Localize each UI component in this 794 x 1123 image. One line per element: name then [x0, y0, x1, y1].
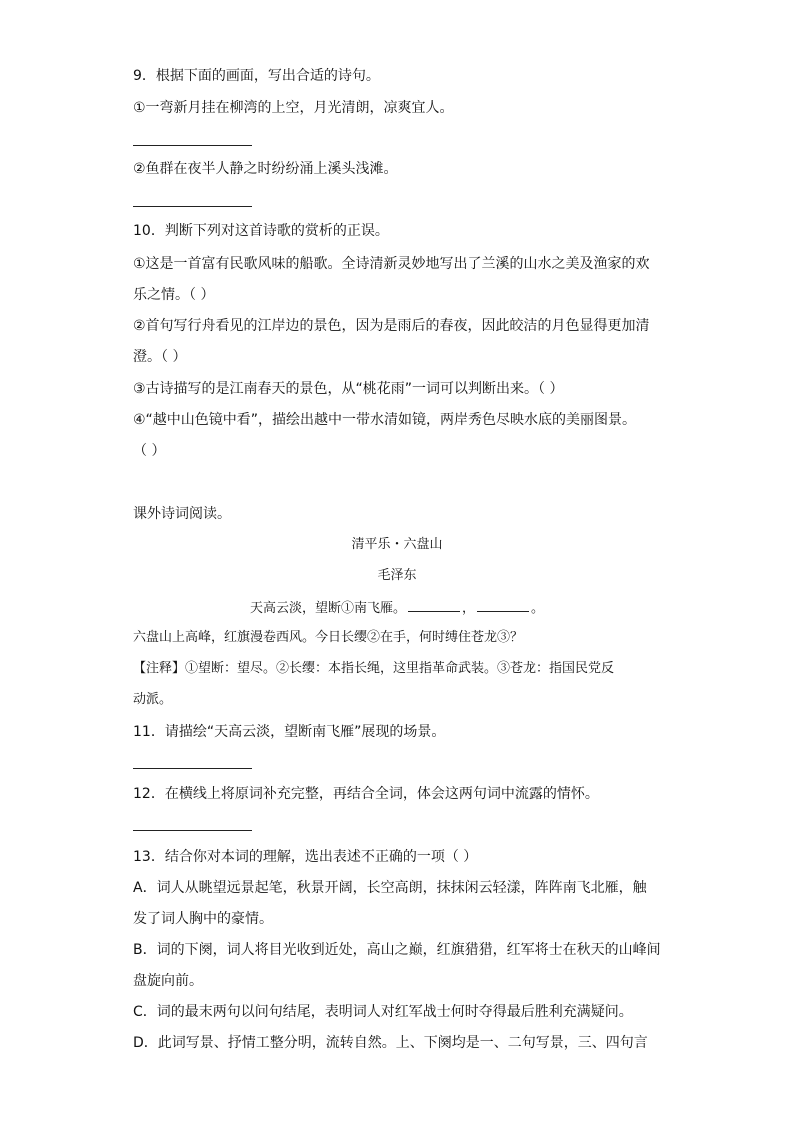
poem-line-1: [0, 597, 794, 619]
q13-option-c[interactable]: C．词的最末两句以问句结尾，表明词人对红军战士何时夺得最后胜利充满疑问。: [133, 1004, 633, 1020]
q10-item-2: ②首句写行舟看见的江岸边的景色，因为是雨后的春夜，因此皎洁的月色显得更加清: [133, 318, 650, 334]
q10-item-4: ④“越中山色镜中看”，描绘出越中一带水清如镜，两岸秀色尽映水底的美丽图景。: [133, 412, 637, 428]
comma: ，: [461, 601, 475, 616]
answer-line[interactable]: [133, 206, 252, 207]
q10-item-3: ③古诗描写的是江南春天的景色，从“桃花雨”一词可以判断出来。（ ）: [133, 381, 564, 397]
fill-blank[interactable]: [477, 597, 529, 612]
poem-title: 清平乐・六盘山: [351, 537, 443, 552]
q13-option-b-cont: 盘旋向前。: [133, 973, 203, 989]
q11-title: 11．请描绘“天高云淡，望断南飞雁”展现的场景。: [133, 724, 446, 740]
q12-title: 12．在横线上将原词补充完整，再结合全词，体会这两句词中流露的情怀。: [133, 786, 599, 802]
q13-option-d[interactable]: D．此词写景、抒情工整分明，流转自然。上、下阕均是一、二句写景，三、四句言: [133, 1035, 648, 1051]
q10-item-2-cont: 澄。（ ）: [133, 349, 187, 365]
poem-author: 毛泽东: [377, 568, 417, 583]
q10-item-1: ①这是一首富有民歌风味的船歌。全诗清新灵妙地写出了兰溪的山水之美及渔家的欢: [133, 256, 650, 272]
fill-blank[interactable]: [408, 597, 460, 612]
section-heading: 课外诗词阅读。: [133, 506, 231, 522]
poem-line-1-text: 天高云淡，望断①南飞雁。: [249, 601, 406, 616]
poem-note: 【注释】①望断：望尽。②长缨：本指长绳，这里指革命武装。③苍龙：指国民党反: [133, 661, 615, 676]
q10-title: 10．判断下列对这首诗歌的赏析的正误。: [133, 223, 389, 239]
q13-option-a[interactable]: A．词人从眺望远景起笔，秋景开阔，长空高朗，抹抹闲云轻漾，阵阵南飞北雁，触: [133, 880, 647, 896]
period: 。: [531, 601, 545, 616]
poem-note-cont: 动派。: [133, 692, 173, 707]
q10-item-1-cont: 乐之情。（ ）: [133, 287, 215, 303]
q9-item-2: ②鱼群在夜半人静之时纷纷涌上溪头浅滩。: [133, 161, 398, 177]
q13-option-a-cont: 发了词人胸中的豪情。: [133, 911, 273, 927]
poem-line-2: 六盘山上高峰，红旗漫卷西风。今日长缨②在手，何时缚住苍龙③？: [133, 630, 524, 645]
answer-line[interactable]: [133, 145, 252, 146]
q10-item-4-cont: （ ）: [133, 443, 166, 459]
answer-line[interactable]: [133, 830, 252, 831]
q13-title: 13．结合你对本词的理解，选出表述不正确的一项（ ）: [133, 849, 478, 865]
answer-line[interactable]: [133, 768, 252, 769]
q13-option-b[interactable]: B．词的下阕，词人将目光收到近处，高山之巅，红旗猎猎，红军将士在秋天的山峰间: [133, 942, 661, 958]
q9-item-1: ①一弯新月挂在柳湾的上空，月光清朗，凉爽宜人。: [133, 100, 454, 116]
q9-title: 9．根据下面的画面，写出合适的诗句。: [133, 68, 380, 84]
